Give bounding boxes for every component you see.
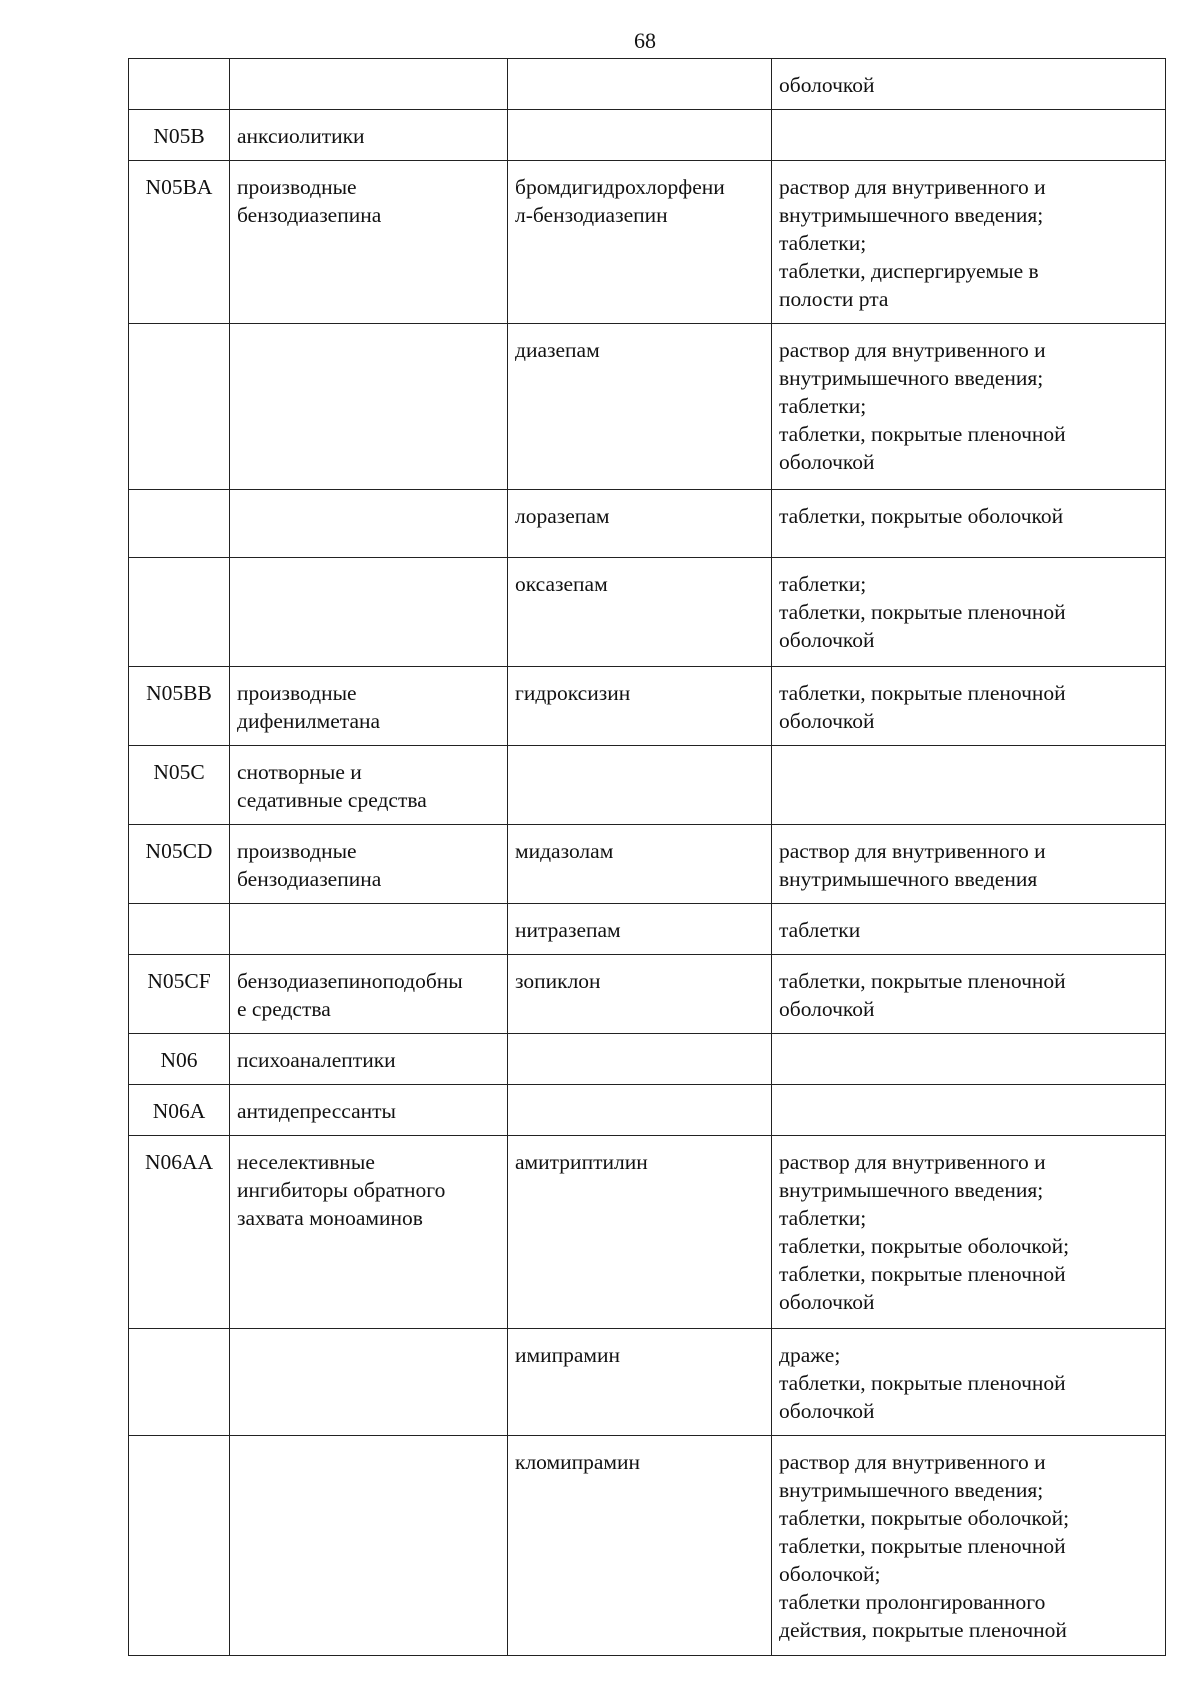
table-row bbox=[129, 1034, 1166, 1085]
drug-name-cell bbox=[508, 746, 772, 825]
dosage-form-cell: таблетки, покрытые пленочной оболочкой bbox=[772, 955, 1166, 1034]
drug-name-cell: зопиклон bbox=[508, 955, 772, 1034]
dosage-form-cell: таблетки bbox=[772, 904, 1166, 955]
atc-code-cell: N06A bbox=[129, 1085, 230, 1136]
drug-name-cell: мидазолам bbox=[508, 825, 772, 904]
atc-code-cell bbox=[129, 324, 230, 490]
atc-code-cell: N05B bbox=[129, 110, 230, 161]
pharmacological-group-cell: производные бензодиазепина bbox=[230, 825, 508, 904]
atc-code-cell: N06 bbox=[129, 1034, 230, 1085]
pharmacological-group-cell bbox=[230, 558, 508, 667]
dosage-form-cell: раствор для внутривенного и внутримышечного введения; таблетки; таблетки, диспергируемые в полости рта bbox=[772, 161, 1166, 324]
table-body bbox=[129, 59, 1166, 1656]
atc-code-cell bbox=[129, 904, 230, 955]
dosage-form-cell bbox=[772, 1034, 1166, 1085]
pharmacological-group-cell: производные дифенилметана bbox=[230, 667, 508, 746]
dosage-form-cell: раствор для внутривенного и внутримышечного введения; таблетки, покрытые оболочкой; таблетки, покрытые пленочной оболочкой; таблетки пролонгированного действия, покрытые пленочной bbox=[772, 1436, 1166, 1656]
drug-name-cell bbox=[508, 1085, 772, 1136]
atc-code-cell: N05CF bbox=[129, 955, 230, 1034]
drug-name-cell bbox=[508, 110, 772, 161]
table-row bbox=[129, 1085, 1166, 1136]
drug-name-cell: лоразепам bbox=[508, 490, 772, 558]
atc-code-cell bbox=[129, 1329, 230, 1436]
dosage-form-cell bbox=[772, 110, 1166, 161]
atc-code-cell: N05BA bbox=[129, 161, 230, 324]
drug-name-cell: амитриптилин bbox=[508, 1136, 772, 1329]
drug-name-cell: кломипрамин bbox=[508, 1436, 772, 1656]
drug-name-cell bbox=[508, 59, 772, 110]
pharmacological-group-cell: психоаналептики bbox=[230, 1034, 508, 1085]
dosage-form-cell: драже; таблетки, покрытые пленочной оболочкой bbox=[772, 1329, 1166, 1436]
dosage-form-cell: раствор для внутривенного и внутримышечного введения; таблетки; таблетки, покрытые пленочной оболочкой bbox=[772, 324, 1166, 490]
dosage-form-cell: раствор для внутривенного и внутримышечного введения bbox=[772, 825, 1166, 904]
atc-code-cell: N06AA bbox=[129, 1136, 230, 1329]
table-row bbox=[129, 1329, 1166, 1436]
pharmacological-group-cell: неселективные ингибиторы обратного захвата моноаминов bbox=[230, 1136, 508, 1329]
dosage-form-cell: таблетки; таблетки, покрытые пленочной оболочкой bbox=[772, 558, 1166, 667]
drug-name-cell: бромдигидрохлорфени л-бензодиазепин bbox=[508, 161, 772, 324]
drug-name-cell: нитразепам bbox=[508, 904, 772, 955]
table-row bbox=[129, 746, 1166, 825]
dosage-form-cell: таблетки, покрытые пленочной оболочкой bbox=[772, 667, 1166, 746]
table-row bbox=[129, 324, 1166, 490]
drug-name-cell: гидроксизин bbox=[508, 667, 772, 746]
dosage-form-cell: оболочкой bbox=[772, 59, 1166, 110]
atc-code-cell bbox=[129, 490, 230, 558]
pharmacological-group-cell bbox=[230, 1436, 508, 1656]
drug-name-cell: оксазепам bbox=[508, 558, 772, 667]
page-number: 68 bbox=[634, 28, 656, 53]
pharmacological-group-cell bbox=[230, 1329, 508, 1436]
drug-table bbox=[128, 58, 1166, 1656]
dosage-form-cell: таблетки, покрытые оболочкой bbox=[772, 490, 1166, 558]
table-row bbox=[129, 558, 1166, 667]
dosage-form-cell bbox=[772, 746, 1166, 825]
table-row bbox=[129, 1136, 1166, 1329]
table-row bbox=[129, 667, 1166, 746]
pharmacological-group-cell: антидепрессанты bbox=[230, 1085, 508, 1136]
dosage-form-cell bbox=[772, 1085, 1166, 1136]
pharmacological-group-cell: снотворные и седативные средства bbox=[230, 746, 508, 825]
drug-name-cell bbox=[508, 1034, 772, 1085]
dosage-form-cell: раствор для внутривенного и внутримышечного введения; таблетки; таблетки, покрытые оболочкой; таблетки, покрытые пленочной оболочкой bbox=[772, 1136, 1166, 1329]
atc-code-cell: N05BB bbox=[129, 667, 230, 746]
table-row bbox=[129, 490, 1166, 558]
atc-code-cell bbox=[129, 558, 230, 667]
table-row bbox=[129, 1436, 1166, 1656]
table-row bbox=[129, 955, 1166, 1034]
table-row bbox=[129, 59, 1166, 110]
pharmacological-group-cell: производные бензодиазепина bbox=[230, 161, 508, 324]
pharmacological-group-cell bbox=[230, 59, 508, 110]
atc-code-cell: N05C bbox=[129, 746, 230, 825]
pharmacological-group-cell: анксиолитики bbox=[230, 110, 508, 161]
atc-code-cell bbox=[129, 59, 230, 110]
drug-name-cell: имипрамин bbox=[508, 1329, 772, 1436]
pharmacological-group-cell: бензодиазепиноподобны е средства bbox=[230, 955, 508, 1034]
table-row bbox=[129, 904, 1166, 955]
atc-code-cell: N05CD bbox=[129, 825, 230, 904]
table-row bbox=[129, 825, 1166, 904]
pharmacological-group-cell bbox=[230, 490, 508, 558]
atc-code-cell bbox=[129, 1436, 230, 1656]
pharmacological-group-cell bbox=[230, 324, 508, 490]
drug-name-cell: диазепам bbox=[508, 324, 772, 490]
table-row bbox=[129, 110, 1166, 161]
table-row bbox=[129, 161, 1166, 324]
pharmacological-group-cell bbox=[230, 904, 508, 955]
